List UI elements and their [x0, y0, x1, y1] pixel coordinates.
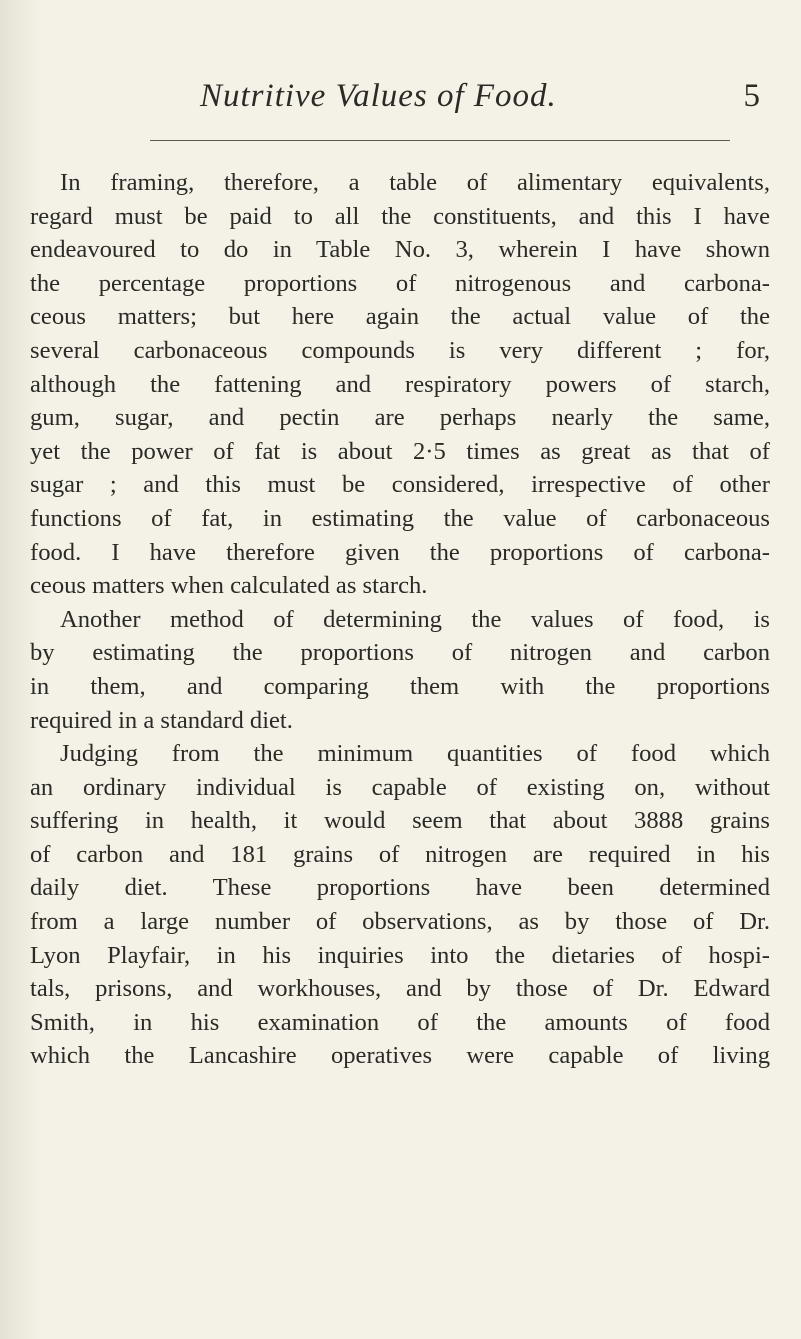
text-line: ceous matters; but here again the actual value of the: [30, 303, 770, 331]
text-line: daily diet. These proportions have been determined: [30, 874, 770, 902]
running-head: [150, 78, 760, 122]
text-line: an ordinary individual is capable of existing on, without: [30, 773, 770, 801]
text-line: the percentage proportions of nitrogenous and carbona-: [30, 269, 770, 297]
text-line: required in a standard diet.: [30, 706, 293, 734]
text-line: of carbon and 181 grains of nitrogen are required in his: [30, 840, 770, 868]
text-line: regard must be paid to all the constituents, and this I have: [30, 202, 770, 230]
body-text: [30, 166, 770, 1073]
text-line: Smith, in his examination of the amounts of food: [30, 1008, 770, 1036]
text-line: although the fattening and respiratory powers of starch,: [30, 370, 770, 398]
text-line: tals, prisons, and workhouses, and by those of Dr. Edward: [30, 975, 770, 1003]
text-line: functions of fat, in estimating the value of carbonaceous: [30, 504, 770, 532]
text-line: suffering in health, it would seem that about 3888 grains: [30, 807, 770, 835]
text-line: In framing, therefore, a table of alimentary equivalents,: [60, 169, 770, 196]
text-line: yet the power of fat is about 2·5 times as great as that of: [30, 437, 770, 465]
running-title: Nutritive Values of Food.: [200, 78, 557, 114]
text-line: from a large number of observations, as by those of Dr.: [30, 908, 770, 936]
text-line: Judging from the minimum quantities of food which: [60, 740, 770, 768]
text-line: Lyon Playfair, in his inquiries into the dietaries of hospi-: [30, 941, 770, 969]
text-line: in them, and comparing them with the proportions: [30, 672, 770, 700]
text-line: gum, sugar, and pectin are perhaps nearly the same,: [30, 404, 770, 432]
text-line: endeavoured to do in Table No. 3, wherein I have shown: [30, 236, 770, 264]
text-line: several carbonaceous compounds is very different ; for,: [30, 336, 770, 364]
text-line: which the Lancashire operatives were capable of living: [30, 1042, 770, 1070]
text-line: ceous matters when calculated as starch.: [30, 572, 428, 600]
text-line: by estimating the proportions of nitrogen and carbon: [30, 639, 770, 667]
page-number: 5: [743, 78, 760, 114]
header-rule: [150, 140, 730, 141]
text-line: Another method of determining the values of food, is: [60, 605, 770, 633]
text-line: food. I have therefore given the proportions of carbona-: [30, 538, 770, 566]
text-line: sugar ; and this must be considered, irrespective of other: [30, 471, 770, 499]
